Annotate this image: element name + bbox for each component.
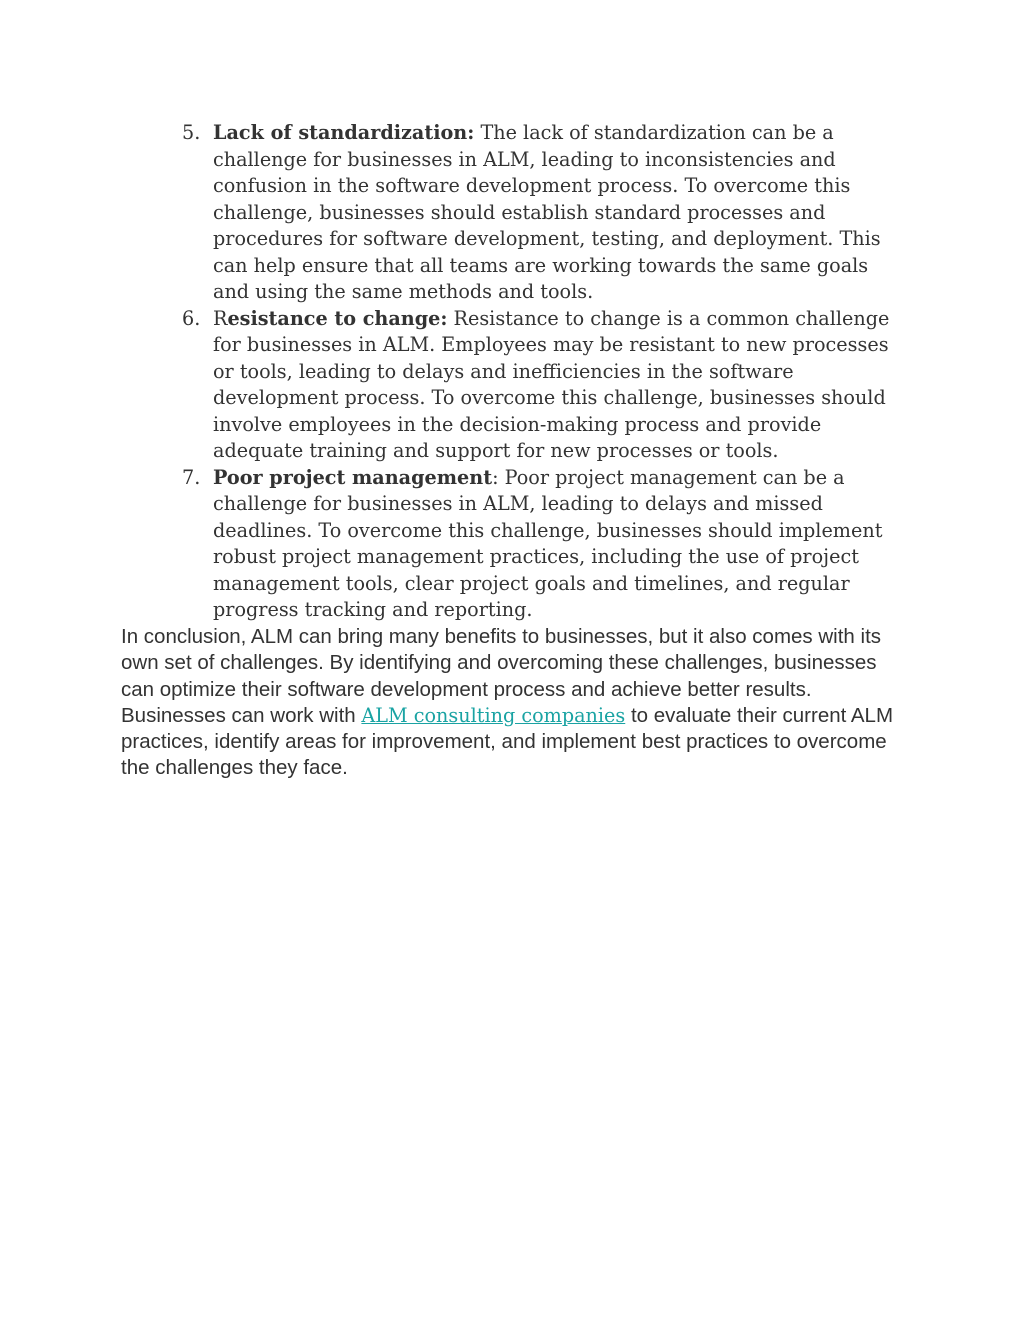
list-item-title: esistance to change: [227,306,448,330]
list-item-number: 6. [182,306,201,330]
list-item-title-prefix: R [213,306,228,330]
list-item-text: : Poor project management can be a challenge for businesses in ALM, leading to delays and missed deadlines. To overcome this challenge, businesses should implement robust project management practices, including the use of project management tools, clear project goals and timelines, and regular progress tracking and reporting. [213,465,883,621]
conclusion-paragraph [121,624,911,782]
list-item-lack-of-standardization [182,120,903,306]
list-item-number: 7. [182,465,201,489]
list-item-title: Poor project management [213,465,493,489]
list-item-poor-project-management [182,465,903,624]
list-item-text: Resistance to change is a common challenge for businesses in ALM. Employees may be resistant to new processes or tools, leading to delays and inefficiencies in the software development process. To overcome this challenge, businesses should involve employees in the decision-making process and provide adequate training and support for new processes or tools. [213,306,890,462]
list-item-resistance-to-change [182,306,903,465]
conclusion-text-after: to evaluate their current ALM practices, identify areas for improvement, and implement best practices to overcome the challenges they face. [121,703,894,780]
conclusion-text-before: In conclusion, ALM can bring many benefits to businesses, but it also comes with its own set of challenges. By identifying and overcoming these challenges, businesses can optimize their software development process and achieve better results. Businesses can work with [121,625,882,727]
list-item-number: 5. [182,121,201,144]
list-item-text: The lack of standardization can be a challenge for businesses in ALM, leading to inconsistencies and confusion in the software development process. To overcome this challenge, businesses should establish standard processes and procedures for software development, testing, and deployment. This can help ensure that all teams are working towards the same goals and using the same methods and tools. [213,121,881,303]
alm-consulting-companies-link[interactable]: ALM consulting companies [361,703,626,727]
challenges-list [182,120,903,624]
list-item-title: Lack of standardization: [213,121,475,144]
